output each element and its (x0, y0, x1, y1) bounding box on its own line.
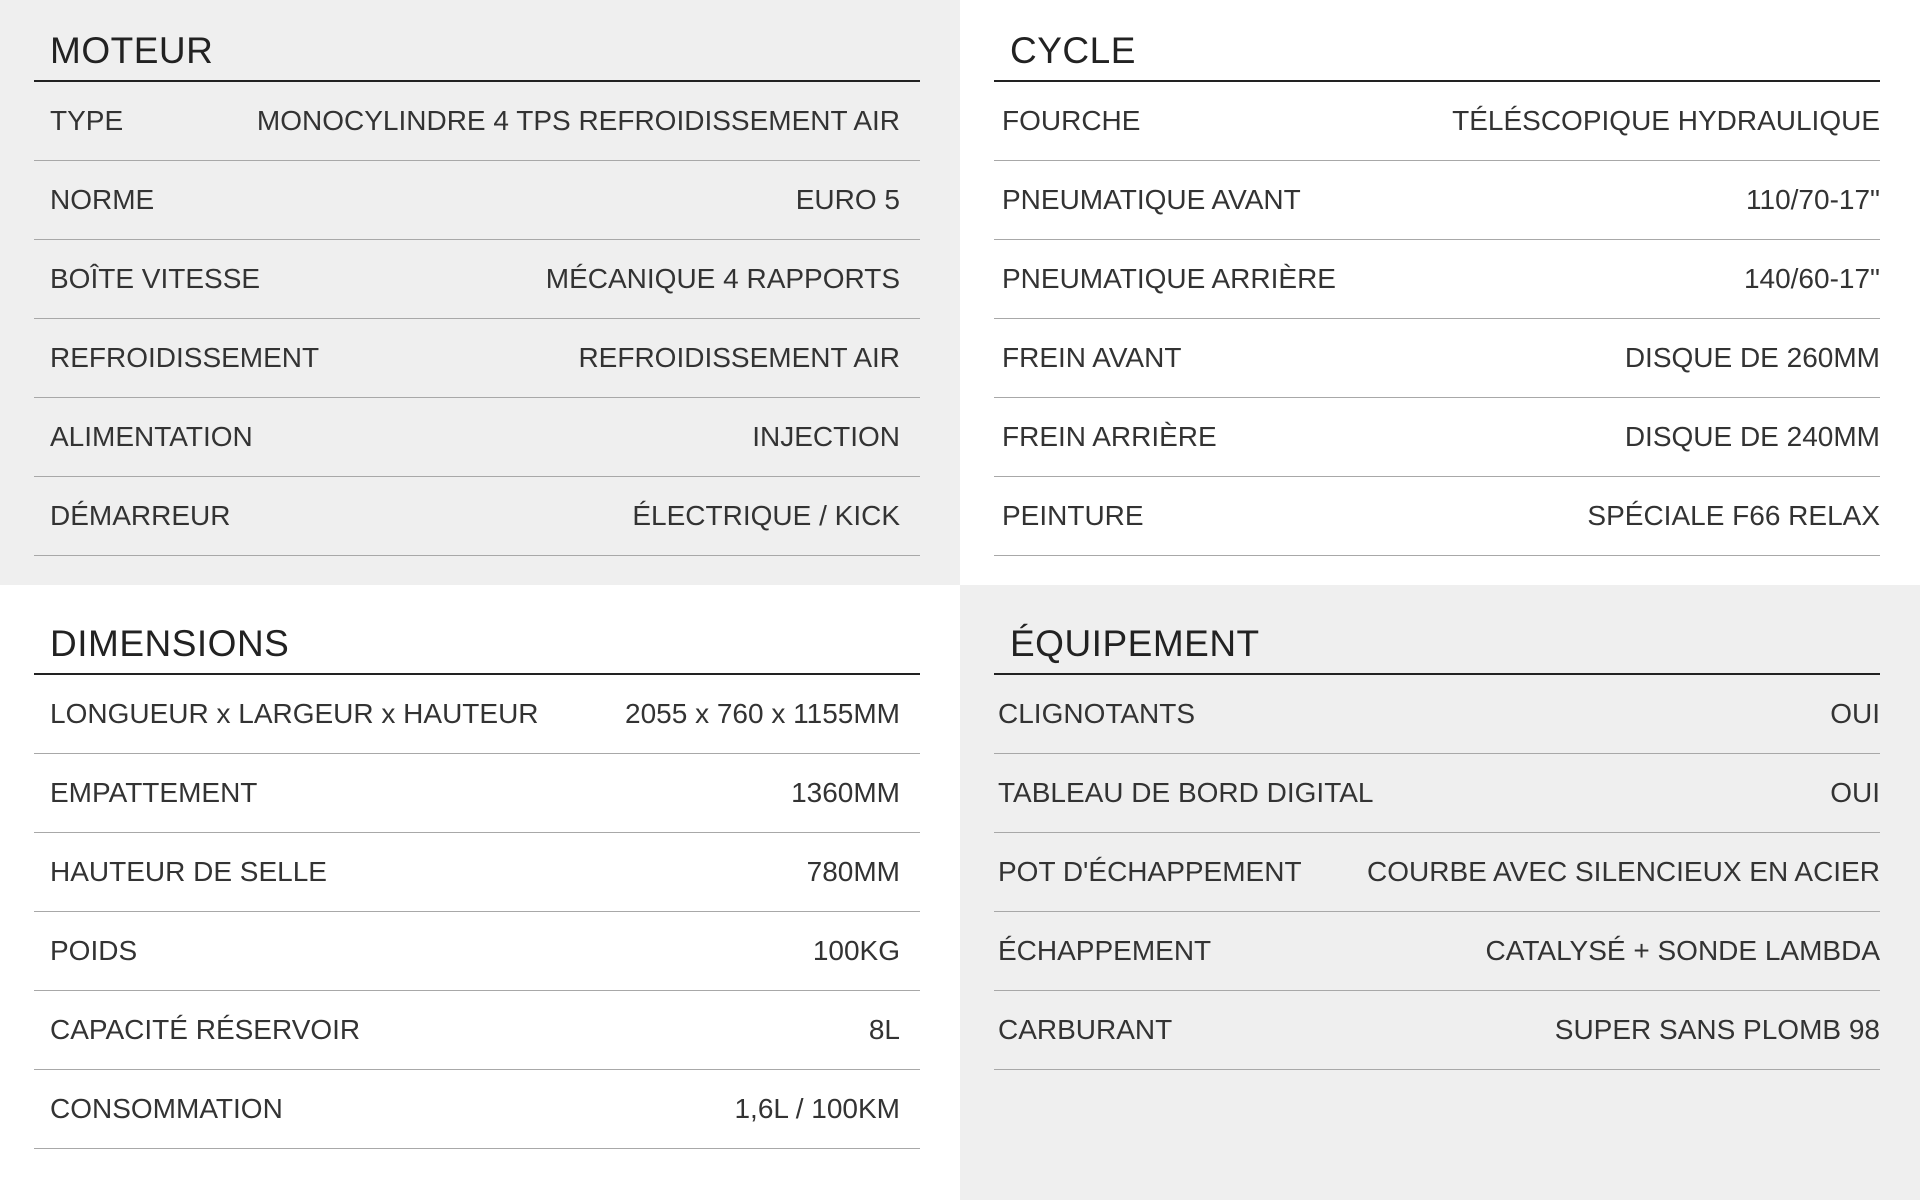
spec-label: CONSOMMATION (50, 1093, 283, 1124)
spec-row-pneumatique-arriere (994, 240, 1880, 319)
spec-label: NORME (50, 184, 155, 215)
spec-value: 110/70-17" (1746, 184, 1880, 215)
spec-label: POT D'ÉCHAPPEMENT (998, 856, 1302, 887)
spec-label: CLIGNOTANTS (998, 698, 1196, 729)
dimensions-title: DIMENSIONS (34, 617, 920, 675)
spec-row-hauteur-selle (34, 833, 920, 912)
spec-value: 1,6L / 100KM (734, 1093, 900, 1124)
spec-row-demarreur (34, 477, 920, 556)
spec-value: EURO 5 (795, 184, 900, 215)
spec-value: MÉCANIQUE 4 RAPPORTS (545, 263, 900, 294)
spec-value: OUI (1830, 777, 1880, 808)
dimensions-panel (0, 585, 960, 1200)
spec-value: 100KG (812, 935, 900, 966)
spec-value: INJECTION (752, 421, 900, 452)
cycle-panel (960, 0, 1920, 600)
spec-row-consommation (34, 1070, 920, 1149)
dimensions-section (34, 617, 920, 1149)
spec-row-clignotants (994, 675, 1880, 754)
cycle-title: CYCLE (994, 24, 1880, 82)
spec-row-frein-avant (994, 319, 1880, 398)
spec-row-empattement (34, 754, 920, 833)
spec-row-tableau-de-bord (994, 754, 1880, 833)
spec-value: REFROIDISSEMENT AIR (578, 342, 900, 373)
spec-label: PNEUMATIQUE ARRIÈRE (1002, 263, 1336, 294)
spec-label: REFROIDISSEMENT (50, 342, 320, 373)
spec-row-echappement (994, 912, 1880, 991)
spec-row-fourche (994, 82, 1880, 161)
spec-label: PEINTURE (1002, 500, 1144, 531)
spec-value: COURBE AVEC SILENCIEUX EN ACIER (1367, 856, 1880, 887)
spec-row-alimentation (34, 398, 920, 477)
spec-label: FREIN ARRIÈRE (1002, 421, 1217, 452)
equipement-title: ÉQUIPEMENT (994, 617, 1880, 675)
spec-value: DISQUE DE 240MM (1624, 421, 1880, 452)
spec-label: LONGUEUR x LARGEUR x HAUTEUR (50, 698, 539, 729)
spec-row-capacite-reservoir (34, 991, 920, 1070)
spec-value: 1360MM (791, 777, 900, 808)
spec-label: POIDS (50, 935, 138, 966)
spec-label: ALIMENTATION (50, 421, 253, 452)
cycle-section (994, 24, 1880, 556)
moteur-section (34, 24, 920, 556)
spec-label: TABLEAU DE BORD DIGITAL (998, 777, 1374, 808)
spec-value: 780MM (806, 856, 900, 887)
spec-label: ÉCHAPPEMENT (998, 935, 1212, 966)
spec-value: SUPER SANS PLOMB 98 (1554, 1014, 1880, 1045)
spec-value: SPÉCIALE F66 RELAX (1587, 500, 1880, 531)
spec-value: OUI (1830, 698, 1880, 729)
spec-label: CAPACITÉ RÉSERVOIR (50, 1014, 361, 1045)
moteur-panel (0, 0, 960, 600)
equipement-panel (960, 585, 1920, 1200)
spec-label: HAUTEUR DE SELLE (50, 856, 327, 887)
equipement-section (994, 617, 1880, 1070)
spec-row-boite-vitesse (34, 240, 920, 319)
spec-label: FREIN AVANT (1002, 342, 1182, 373)
spec-row-norme (34, 161, 920, 240)
moteur-title: MOTEUR (34, 24, 920, 82)
spec-label: PNEUMATIQUE AVANT (1002, 184, 1301, 215)
spec-label: FOURCHE (1002, 105, 1141, 136)
spec-value: MONOCYLINDRE 4 TPS REFROIDISSEMENT AIR (256, 105, 900, 136)
spec-value: DISQUE DE 260MM (1624, 342, 1880, 373)
spec-row-dimensions (34, 675, 920, 754)
spec-label: BOÎTE VITESSE (50, 263, 261, 294)
spec-label: DÉMARREUR (50, 500, 231, 531)
spec-row-pneumatique-avant (994, 161, 1880, 240)
spec-value: 2055 x 760 x 1155MM (625, 698, 900, 729)
spec-row-pot-echappement (994, 833, 1880, 912)
spec-label: CARBURANT (998, 1014, 1173, 1045)
spec-value: TÉLÉSCOPIQUE HYDRAULIQUE (1452, 105, 1880, 136)
spec-row-frein-arriere (994, 398, 1880, 477)
spec-row-refroidissement (34, 319, 920, 398)
spec-row-peinture (994, 477, 1880, 556)
spec-row-carburant (994, 991, 1880, 1070)
spec-value: ÉLECTRIQUE / KICK (632, 500, 900, 531)
spec-value: 140/60-17" (1743, 263, 1880, 294)
spec-value: CATALYSÉ + SONDE LAMBDA (1485, 935, 1880, 966)
spec-value: 8L (868, 1014, 900, 1045)
spec-label: TYPE (50, 105, 124, 136)
spec-label: EMPATTEMENT (50, 777, 258, 808)
spec-row-poids (34, 912, 920, 991)
spec-row-type (34, 82, 920, 161)
